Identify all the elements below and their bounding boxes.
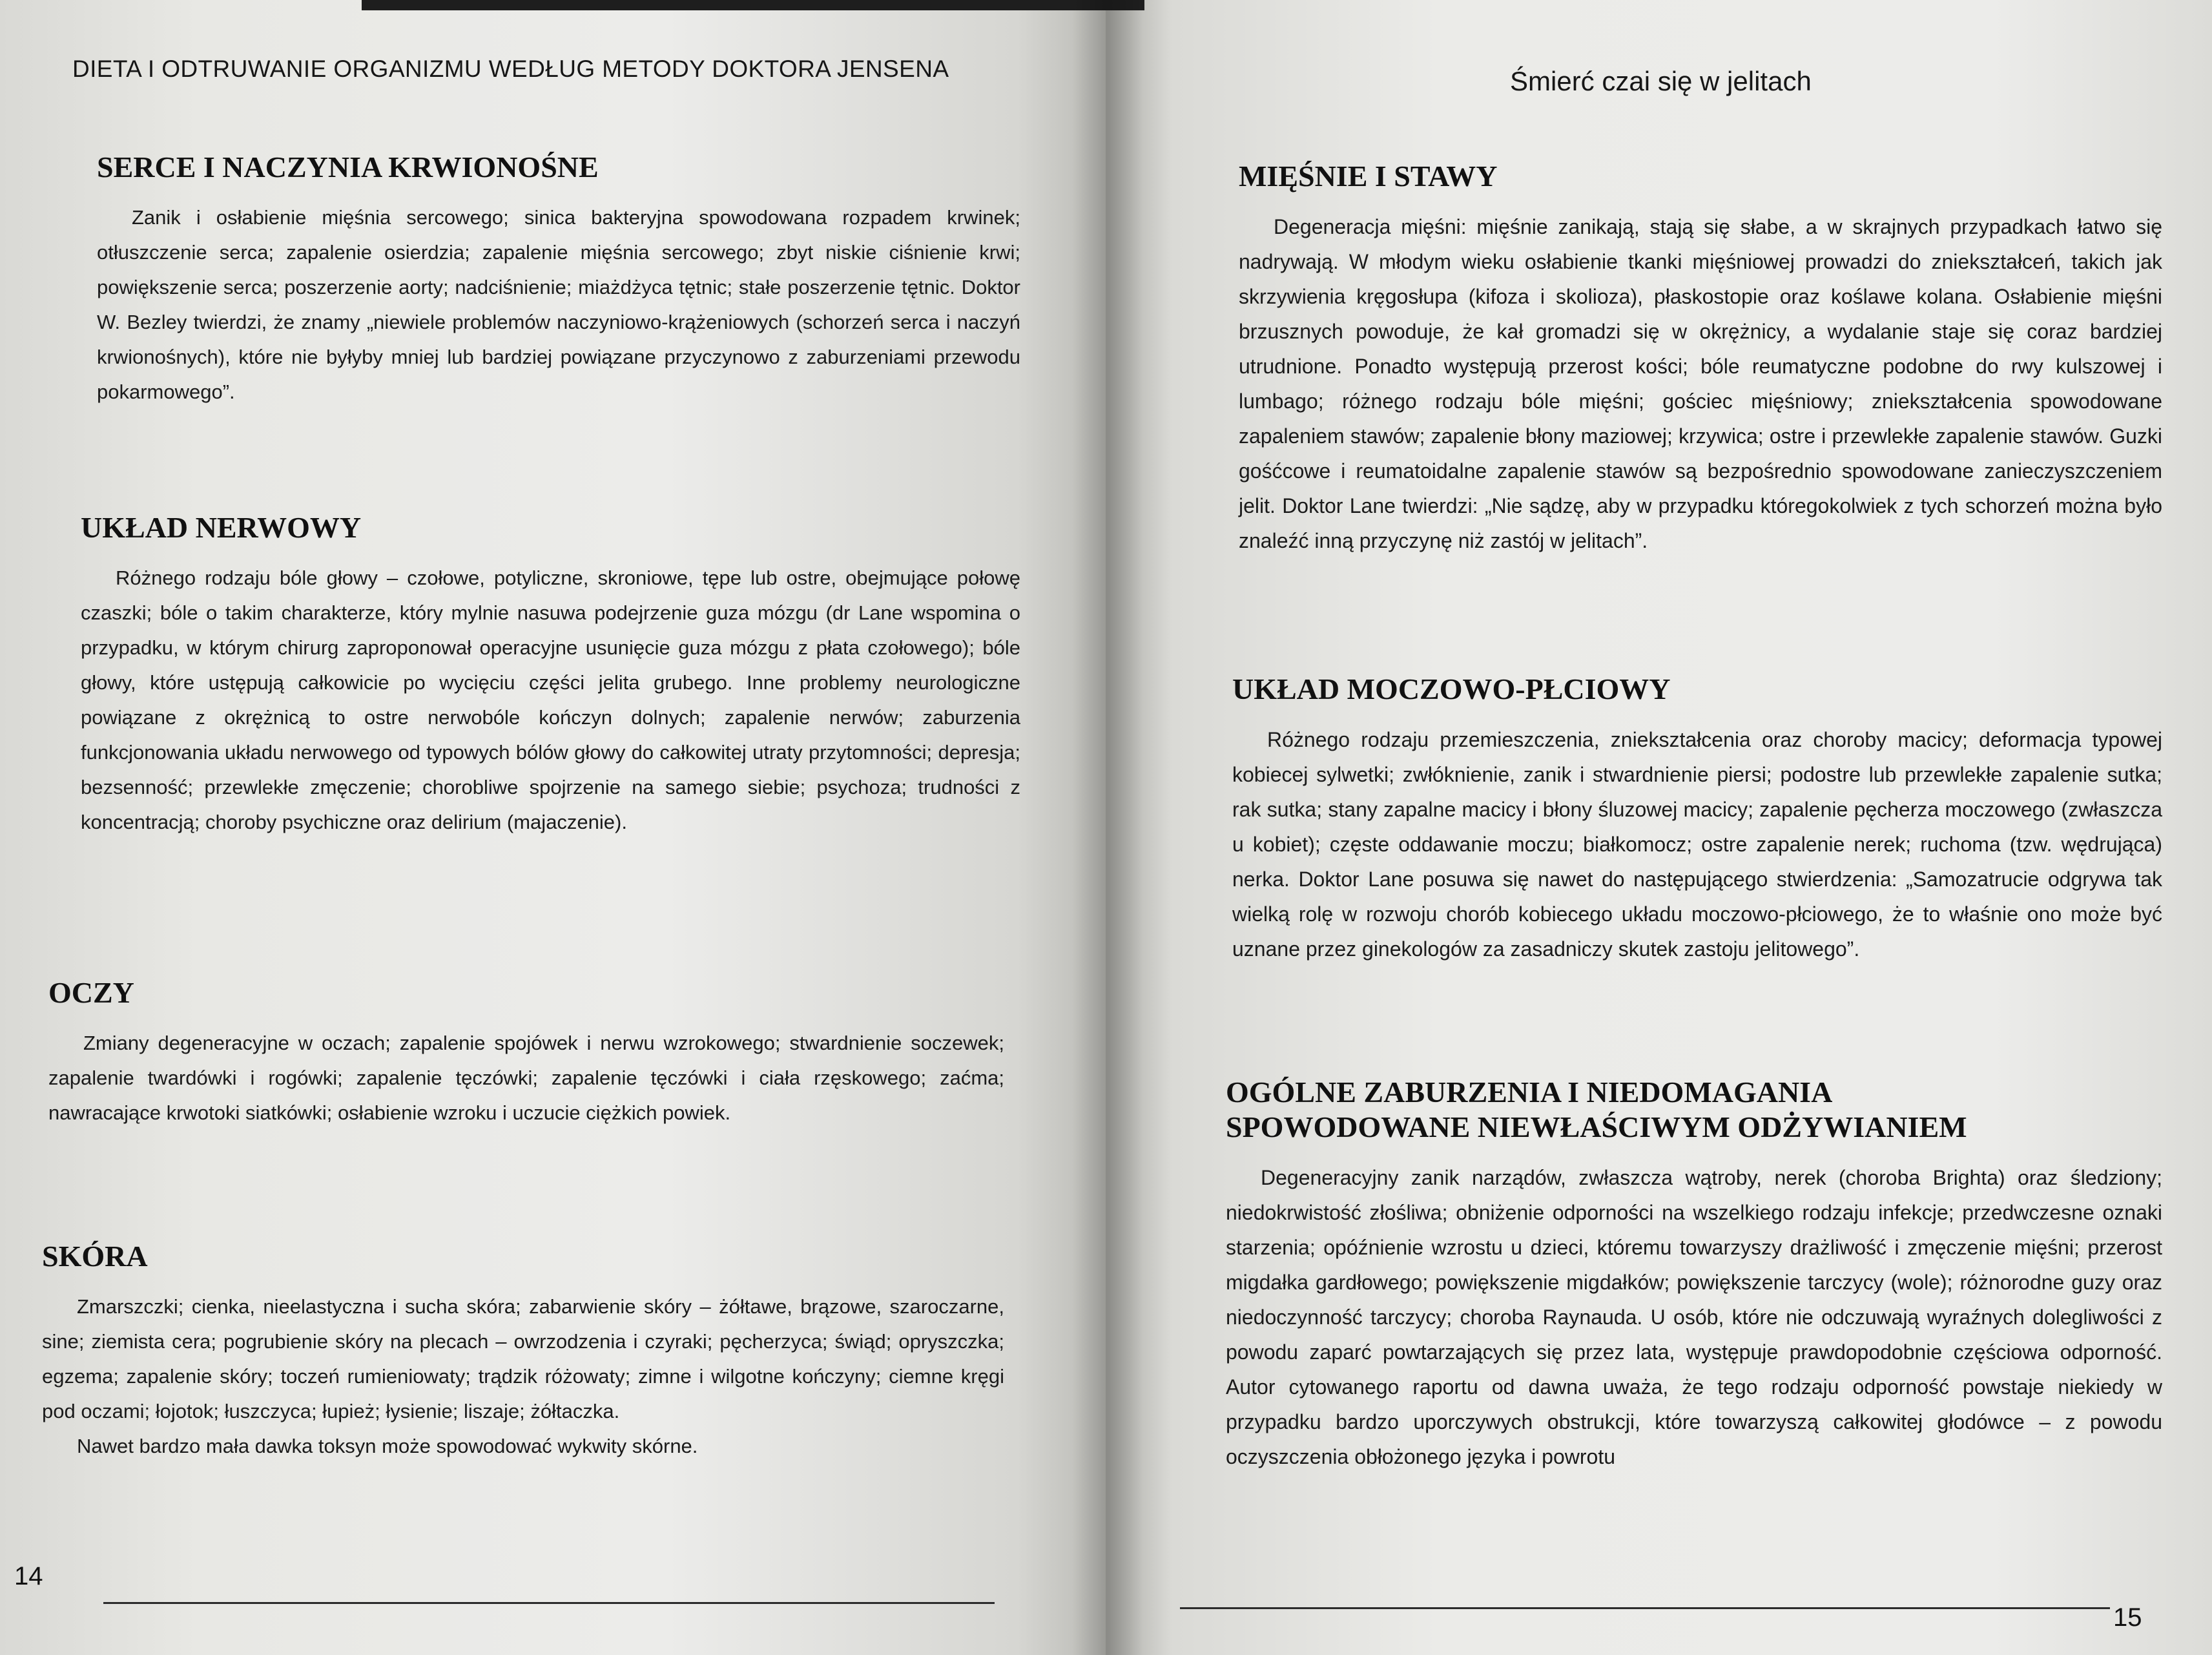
section-paragraph: Zmiany degeneracyjne w oczach; zapalenie spojówek i nerwu wzrokowego; stwardnienie soczewek; zapalenie twardówki i rogówki; zapalenie tęczówki; zapalenie tęczówki i ciała rzęskowego; zaćma; nawracające krwotoki siatkówki; osłabienie wzroku i uczucie ciężkich powiek. <box>48 1032 1004 1124</box>
top-edge-shadow <box>1106 0 1144 10</box>
section-heading: UKŁAD NERWOWY <box>81 511 362 544</box>
section-skora <box>42 1239 1004 1464</box>
section-heading: SKÓRA <box>42 1240 148 1273</box>
section-paragraph: Degeneracyjny zanik narządów, zwłaszcza wątroby, nerek (choroba Brighta) oraz śledziony; niedokrwistość złośliwa; obniżenie odporności na wszelkiego rodzaju infekcje; przedwczesne oznaki starzenia; opóźnienie wzrostu u dzieci, któremu towarzyszy drażliwość i zmęczenie mięśni; przerost migdałka gardłowego; powiększenie migdałków; powiększenie tarczycy (wole); różnorodne guzy oraz niedoczynność tarczycy; choroba Raynauda. U osób, które nie odczuwają wyraźnych dolegliwości z powodu zaparć powtarzających się przez lata, występuje prawdopodobnie częściowa odporność. Autor cytowanego raportu od dawna uważa, że tego rodzaju odporność powstaje niekiedy w przypadku bardzo uporczywych obstrukcji, które towarzyszą całkowitej głodówce – z powodu oczyszczenia obłożonego języka i powrotu <box>1226 1166 2162 1468</box>
section-heading: UKŁAD MOCZOWO-PŁCIOWY <box>1232 672 1671 705</box>
section-paragraph: Różnego rodzaju przemieszczenia, zniekształcenia oraz choroby macicy; deformacja typowej kobiecej sylwetki; zwłóknienie, zanik i stwardnienie piersi; podostre lub przewlekłe zapalenie sutka; rak sutka; stany zapalne macicy i błony śluzowej macicy; zapalenie pęcherza moczowego (zwłaszcza u kobiet); częste oddawanie moczu; białkomocz; ostre zapalenie nerek; ruchoma (tzw. wędrująca) nerka. Doktor Lane posuwa się nawet do następującego stwierdzenia: „Samozatrucie odgrywa tak wielką rolę w rozwoju chorób kobiecego układu moczowo-płciowego, że to właśnie ono może być uznane przez ginekologów za zasadniczy skutek zastoju jelitowego”. <box>1232 728 2162 961</box>
section-heading: OGÓLNE ZABURZENIA I NIEDOMAGANIA SPOWODOWANE NIEWŁAŚCIWYM ODŻYWIANIEM <box>1226 1076 1967 1143</box>
section-paragraph: Zanik i osłabienie mięśnia sercowego; sinica bakteryjna spowodowana rozpadem krwinek; otłuszczenie serca; zapalenie osierdzia; zapalenie mięśnia sercowego; zbyt niskie ciśnienie krwi; powiększenie serca; poszerzenie aorty; nadciśnienie; miażdżyca tętnic; stałe poszerzenie tętnic. Doktor W. Bezley twierdzi, że znamy „niewiele problemów naczyniowo-krążeniowych (schorzeń serca i naczyń krwionośnych), które nie byłyby mniej lub bardziej powiązane przyczynowo z zaburzeniami przewodu pokarmowego”. <box>97 206 1020 403</box>
section-paragraph: Zmarszczki; cienka, nieelastyczna i sucha skóra; zabarwienie skóry – żółtawe, brązowe, szaroczarne, sine; ziemista cera; pogrubienie skóry na plecach – owrzodzenia i czyraki; pęcherzyca; świąd; opryszczka; egzema; zapalenie skóry; toczeń rumieniowaty; trądzik różowaty; zimne i wilgotne kończyny; ciemne kręgi pod oczami; łojotok; łuszczyca; łupież; łysienie; liszaje; żółtaczka. <box>42 1295 1004 1422</box>
section-uklad-moczowo-plciowy <box>1232 672 2162 966</box>
section-heading: OCZY <box>48 976 134 1009</box>
section-paragraph: Degeneracja mięśni: mięśnie zanikają, stają się słabe, a w skrajnych przypadkach łatwo się nadrywają. W młodym wieku osłabienie tkanki mięśniowej prowadzi do zniekształceń, takich jak skrzywienia kręgosłupa (kifoza i skolioza), płaskostopie oraz koślawe kolana. Osłabienie mięśni brzusznych powoduje, że kał gromadzi się w okrężnicy, a wydalanie staje się coraz bardziej utrudnione. Ponadto występują przerost kości; bóle reumatyczne podobne do rwy kulszowej i lumbago; różnego rodzaju bóle mięśni; gościec mięśniowy; zniekształcenia spowodowane zapaleniem stawów; zapalenie błony maziowej; krzywica; ostre i przewlekłe zapalenie stawów. Guzki gośćcowe i reumatoidalne zapalenie stawów są bezpośrednio spowodowane zanieczyszczeniem jelit. Doktor Lane twierdzi: „Nie sądzę, aby w przypadku któregokolwiek z tych schorzeń można było znaleźć inną przyczynę niż zastój w jelitach”. <box>1239 215 2162 552</box>
footer-rule-right <box>1180 1607 2110 1609</box>
section-serce <box>97 150 1020 410</box>
running-head-left: DIETA I ODTRUWANIE ORGANIZMU WEDŁUG METODY DOKTORA JENSENA <box>72 56 949 82</box>
section-paragraph: Różnego rodzaju bóle głowy – czołowe, potyliczne, skroniowe, tępe lub ostre, obejmujące połowę czaszki; bóle o takim charakterze, który mylnie nasuwa podejrzenie guza mózgu (dr Lane wspomina o przypadku, w którym chirurg zaproponował operacyjne usunięcie guza mózgu z płata czołowego); bóle głowy, które ustępują całkowicie po wycięciu części jelita grubego. Inne problemy neurologiczne powiązane z okrężnicą to ostre nerwobóle kończyn dolnych; zapalenie nerwów; zaburzenia funkcjonowania układu nerwowego od typowych bólów głowy do całkowitej utraty przytomności; depresja; bezsenność; przewlekłe zmęczenie; chorobliwe spojrzenie na samego siebie; psychoza; trudności z koncentracją; choroby psychiczne oraz delirium (majaczenie). <box>81 567 1020 833</box>
section-uklad-nerwowy <box>81 510 1020 840</box>
section-miesnie-i-stawy <box>1239 159 2162 558</box>
page-number-right: 15 <box>2113 1603 2142 1632</box>
section-paragraph: Nawet bardzo mała dawka toksyn może spowodować wykwity skórne. <box>77 1435 698 1457</box>
section-heading: MIĘŚNIE I STAWY <box>1239 160 1498 193</box>
section-oczy <box>48 975 1004 1130</box>
right-page <box>1106 0 2212 1655</box>
footer-rule-left <box>103 1602 995 1604</box>
section-ogolne-zaburzenia <box>1226 1075 2162 1474</box>
running-head-right: Śmierć czai się w jelitach <box>1510 66 1812 96</box>
page-number-left: 14 <box>14 1562 43 1590</box>
section-heading: SERCE I NACZYNIA KRWIONOŚNE <box>97 151 599 183</box>
top-edge-shadow <box>362 0 1106 10</box>
